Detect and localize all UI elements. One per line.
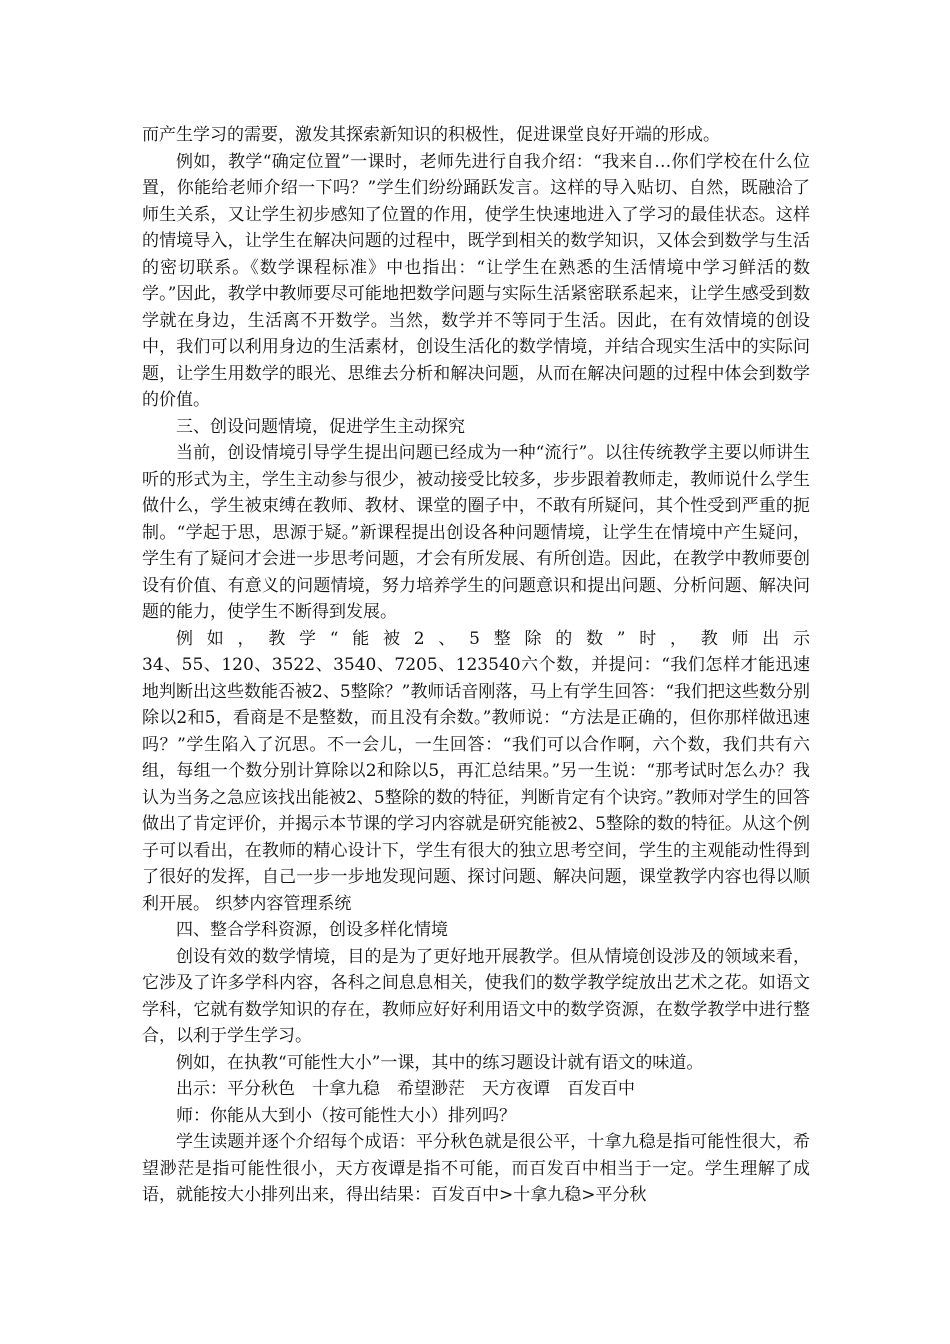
paragraph-problem-situation: 当前，创设情境引导学生提出问题已经成为一种“流行”。以往传统教学主要以师讲生听的形式为主，学生主动参与很少，被动接受比较多，步步跟着教师走，教师说什么学生做什么，学生被束缚在教师、教材、课堂的圈子中，不敢有所疑问，其个性受到严重的扼制。“学起于思，思源于疑。”新课程提出创设各种问题情境，让学生在情境中产生疑问，学生有了疑问才会进一步思考问题，才会有所发展、有所创造。因此，在教学中教师要创设有价值、有意义的问题情境，努力培养学生的问题意识和提出问题、分析问题、解决问题的能力，使学生不断得到发展。: [142, 443, 810, 622]
paragraph-example-location: 例如，教学“确定位置”一课时，老师先进行自我介绍：“我来自…你们学校在什么位置，你能给老师介绍一下吗？”学生们纷纷踊跃发言。这样的导入贴切、自然，既融洽了师生关系，又让学生初步感知了位置的作用，使学生快速地进入了学习的最佳状态。这样的情境导入，让学生在解决问题的过程中，既学到相关的数学知识，又体会到数学与生活的密切联系。《数学课程标准》中也指出：“让学生在熟悉的生活情境中学习鲜活的数学。”因此，教学中教师要尽可能地把数学问题与实际生活紧密联系起来，让学生感受到数学就在身边，生活离不开数学。当然，数学并不等同于生活。因此，在有效情境的创设中，我们可以利用身边的生活素材，创设生活化的数学情境，并结合现实生活中的实际问题，让学生用数学的眼光、思维去分析和解决问题，从而在解决问题的过程中体会到数学的价值。: [142, 151, 810, 410]
paragraph-idioms-shown: 出示：平分秋色 十拿九稳 希望渺茫 天方夜谭 百发百中: [176, 1079, 635, 1099]
paragraph-continuation: 而产生学习的需要，激发其探索新知识的积极性，促进课堂良好开端的形成。: [142, 125, 720, 145]
paragraph-example-divisibility-lead: 例如，教学“能被2、5整除的数”时，教师出示: [176, 628, 810, 649]
document-body: [142, 122, 810, 1209]
paragraph-student-answer: 学生读题并逐个介绍每个成语：平分秋色就是很公平，十拿九稳是指可能性很大，希望渺茫是指可能性很小，天方夜谭是指不可能，而百发百中相当于一定。学生理解了成语，就能按大小排列出来，得出结果：百发百中>十拿九稳>平分秋: [142, 1132, 810, 1205]
paragraph-example-divisibility: 34、55、120、3522、3540、7205、123540六个数，并提问：“我们怎样才能迅速地判断出这些数能否被2、5整除？”教师话音刚落，马上有学生回答：“我们把这些数分别除以2和5，看商是不是整数，而且没有余数。”教师说：“方法是正确的，但你那样做迅速吗？”学生陷入了沉思。不一会儿，一生回答：“我们可以合作啊，六个数，我们共有六组，每组一个数分别计算除以2和除以5，再汇总结果。”另一生说：“那考试时怎么办？我认为当务之急应该找出能被2、5整除的数的特征，判断肯定有个诀窍。”教师对学生的回答做出了肯定评价，并揭示本节课的学习内容就是研究能被2、5整除的数的特征。从这个例子可以看出，在教师的精心设计下，学生有很大的独立思考空间，学生的主观能动性得到了很好的发挥，自己一步一步地发现问题、探讨问题、解决问题，课堂教学内容也得以顺利开展。 织梦内容管理系统: [142, 655, 811, 914]
paragraph-teacher-question: 师：你能从大到小（按可能性大小）排列吗？: [176, 1105, 516, 1126]
paragraph-subject-resources: 创设有效的数学情境，目的是为了更好地开展教学。但从情境创设涉及的领域来看，它涉及了许多学科内容，各科之间息息相关，使我们的数学教学绽放出艺术之花。如语文学科，它就有数学知识的存在，教师应好好利用语文中的数学资源，在数学教学中进行整合，以利于学生学习。: [142, 946, 810, 1046]
section-heading-3: 三、创设问题情境，促进学生主动探究: [176, 416, 465, 437]
paragraph-example-possibility: 例如，在执教“可能性大小”一课，其中的练习题设计就有语文的味道。: [176, 1052, 704, 1073]
section-heading-4: 四、整合学科资源，创设多样化情境: [176, 920, 448, 940]
